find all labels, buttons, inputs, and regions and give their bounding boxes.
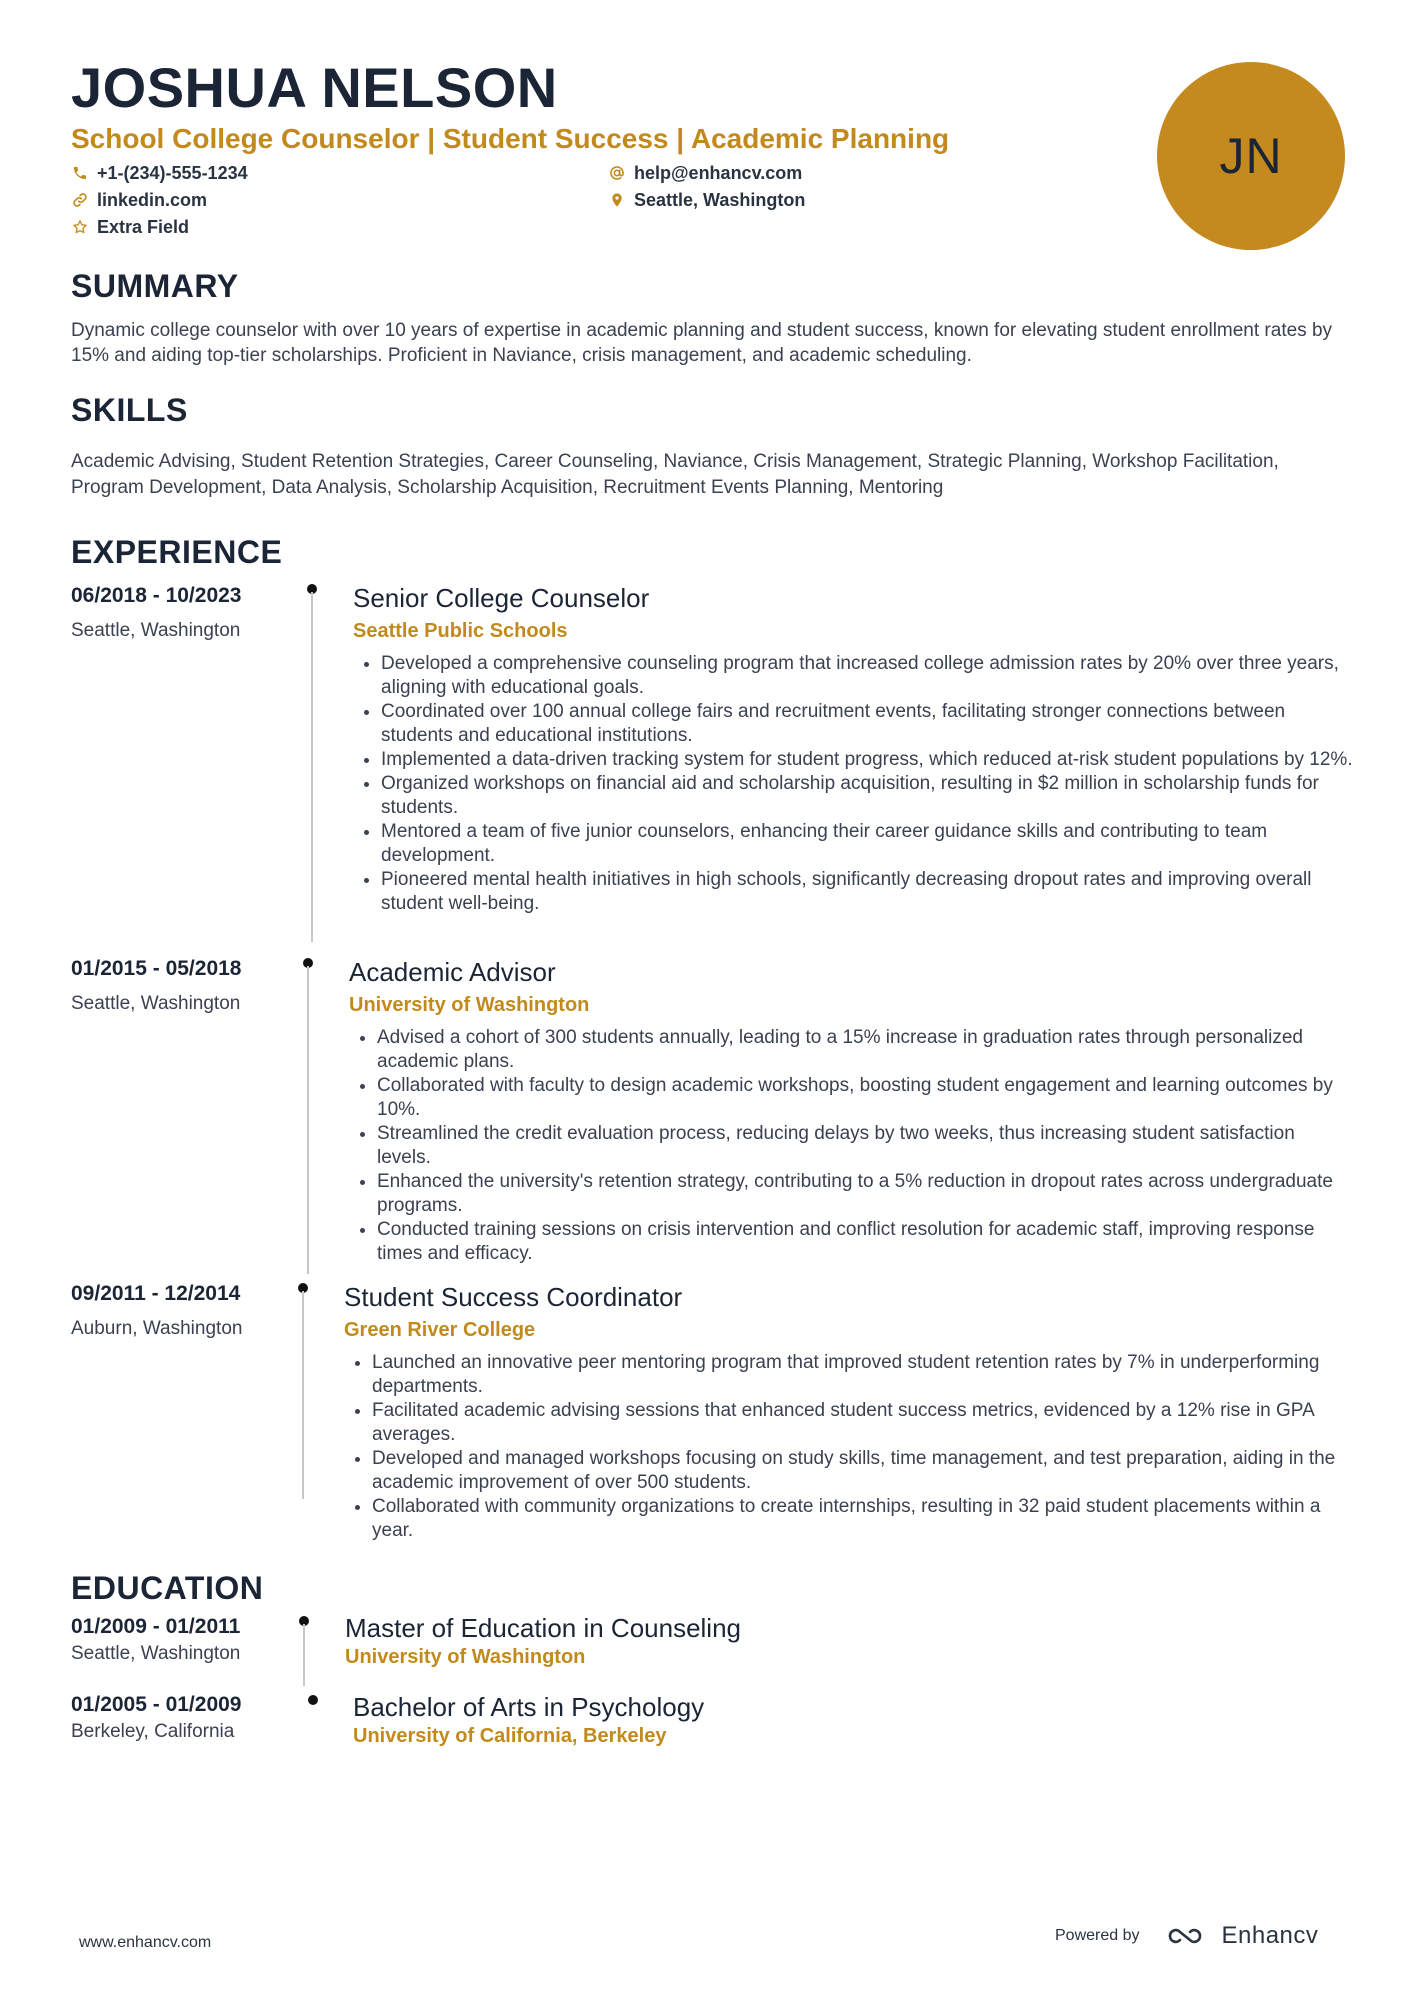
- bullet-item: • Collaborated with faculty to design academic workshops, boosting student engagement and learning outcomes by 10%.: [377, 1074, 1349, 1122]
- experience-entry: [353, 582, 1353, 916]
- bullet-item: • Pioneered mental health initiatives in high schools, significantly decreasing dropout rates and improving overall student well-being.: [381, 868, 1353, 916]
- phone-text: +1-(234)-555-1234: [97, 162, 248, 183]
- phone-icon: [71, 164, 89, 182]
- contact-linkedin[interactable]: [71, 189, 608, 211]
- bullet-item: • Organized workshops on financial aid and scholarship acquisition, resulting in $2 million in scholarship funds for students.: [381, 772, 1353, 820]
- education-degree: Bachelor of Arts in Psychology: [353, 1692, 705, 1722]
- skills-text: Academic Advising, Student Retention Strategies, Career Counseling, Naviance, Crisis Management, Strategic Planning, Workshop Facilitation, Program Development, Data Analysis, Scholarship Acquisition, Recruitment Events Planning, Mentoring: [71, 451, 1279, 498]
- bullet-item: • Streamlined the credit evaluation process, reducing delays by two weeks, thus increasing student satisfaction levels.: [377, 1122, 1349, 1170]
- bullet-item: • Conducted training sessions on crisis intervention and conflict resolution for academic staff, improving response times and efficacy.: [377, 1218, 1349, 1266]
- education-location: Berkeley, California: [71, 1721, 235, 1742]
- contact-email[interactable]: [608, 162, 1008, 184]
- timeline-dot: [308, 1695, 318, 1705]
- bullet-item: • Collaborated with community organizations to create internships, resulting in 32 paid student placements within a year.: [372, 1495, 1344, 1543]
- summary-title: SUMMARY: [71, 268, 239, 304]
- candidate-name: JOSHUA NELSON: [71, 56, 558, 119]
- education-dates: 01/2009 - 01/2011: [71, 1615, 241, 1638]
- experience-entry: [344, 1281, 1344, 1543]
- experience-bullets: [353, 652, 1353, 916]
- bullet-item: • Implemented a data-driven tracking system for student progress, which reduced at-risk student populations by 12%.: [381, 748, 1353, 772]
- brand-name: Enhancv: [1221, 1922, 1319, 1949]
- experience-meta: [71, 956, 301, 1016]
- resume-header: [71, 56, 1131, 238]
- email-text: help@enhancv.com: [634, 162, 803, 183]
- experience-title: EXPERIENCE: [71, 534, 283, 570]
- contact-phone[interactable]: [71, 162, 608, 184]
- bullet-item: • Facilitated academic advising sessions that enhanced student success metrics, evidenced by a 12% rise in GPA averages.: [372, 1399, 1344, 1447]
- avatar-initials: JN: [1219, 128, 1283, 184]
- candidate-tagline: School College Counselor | Student Success | Academic Planning: [71, 123, 950, 154]
- experience-meta: [71, 583, 301, 643]
- experience-bullets: [344, 1351, 1344, 1543]
- bullet-item: • Launched an innovative peer mentoring program that improved student retention rates by 7% in underperforming departments.: [372, 1351, 1344, 1399]
- education-entry: [345, 1612, 1345, 1670]
- timeline-line: [311, 592, 313, 942]
- experience-role: Senior College Counselor: [353, 583, 650, 613]
- bullet-item: • Developed and managed workshops focusing on study skills, time management, and test preparation, aiding in the academic improvement of over 500 students.: [372, 1447, 1344, 1495]
- education-school: University of Washington: [345, 1646, 586, 1668]
- experience-org: University of Washington: [349, 994, 590, 1016]
- powered-by-label: Powered by: [1055, 1927, 1140, 1944]
- experience-dates: 09/2011 - 12/2014: [71, 1282, 241, 1305]
- education-entry: [353, 1691, 1353, 1749]
- education-title: EDUCATION: [71, 1570, 264, 1606]
- experience-meta: [71, 1281, 301, 1341]
- education-meta: [71, 1692, 301, 1744]
- contact-extra: [71, 216, 608, 238]
- map-pin-icon: [608, 191, 626, 209]
- experience-role: Academic Advisor: [349, 957, 556, 987]
- bullet-item: • Mentored a team of five junior counselors, enhancing their career guidance skills and contributing to team development.: [381, 820, 1353, 868]
- star-icon: [71, 218, 89, 236]
- experience-location: Seattle, Washington: [71, 620, 241, 641]
- experience-entry: [349, 956, 1349, 1266]
- education-meta: [71, 1614, 301, 1666]
- contact-info: [71, 162, 1131, 238]
- experience-dates: 01/2015 - 05/2018: [71, 957, 242, 980]
- timeline-line: [303, 1624, 305, 1686]
- education-location: Seattle, Washington: [71, 1643, 241, 1664]
- education-dates: 01/2005 - 01/2009: [71, 1693, 242, 1716]
- experience-location: Auburn, Washington: [71, 1318, 243, 1339]
- at-sign-icon: [608, 164, 626, 182]
- skills-title: SKILLS: [71, 392, 188, 428]
- contact-location: [608, 189, 1008, 211]
- avatar: [1157, 62, 1345, 250]
- experience-dates: 06/2018 - 10/2023: [71, 584, 242, 607]
- linkedin-text: linkedin.com: [97, 189, 208, 210]
- bullet-item: • Enhanced the university's retention strategy, contributing to a 5% reduction in dropout rates across undergraduate programs.: [377, 1170, 1349, 1218]
- experience-org: Green River College: [344, 1319, 536, 1341]
- experience-bullets: [349, 1026, 1349, 1266]
- bullet-item: • Developed a comprehensive counseling program that increased college admission rates by 20% over three years, aligning with educational goals.: [381, 652, 1353, 700]
- brand-link[interactable]: [1166, 1922, 1319, 1950]
- enhancv-logo-icon: [1166, 1923, 1214, 1949]
- education-school: University of California, Berkeley: [353, 1725, 667, 1747]
- timeline-line: [302, 1291, 304, 1499]
- footer-branding: [1055, 1922, 1318, 1950]
- bullet-item: • Advised a cohort of 300 students annually, leading to a 15% increase in graduation rates through personalized academic plans.: [377, 1026, 1349, 1074]
- experience-location: Seattle, Washington: [71, 993, 241, 1014]
- education-degree: Master of Education in Counseling: [345, 1613, 742, 1643]
- timeline-line: [307, 966, 309, 1274]
- experience-org: Seattle Public Schools: [353, 620, 568, 642]
- summary-text: Dynamic college counselor with over 10 years of expertise in academic planning and student success, known for elevating student enrollment rates by 15% and aiding top-tier scholarships. Proficient in Naviance, crisis management, and academic scheduling.: [71, 320, 1333, 366]
- location-text: Seattle, Washington: [634, 189, 806, 210]
- extra-text: Extra Field: [97, 216, 190, 237]
- experience-role: Student Success Coordinator: [344, 1282, 683, 1312]
- bullet-item: • Coordinated over 100 annual college fairs and recruitment events, facilitating stronger connections between students and educational institutions.: [381, 700, 1353, 748]
- link-icon: [71, 191, 89, 209]
- footer-website[interactable]: www.enhancv.com: [79, 1934, 212, 1951]
